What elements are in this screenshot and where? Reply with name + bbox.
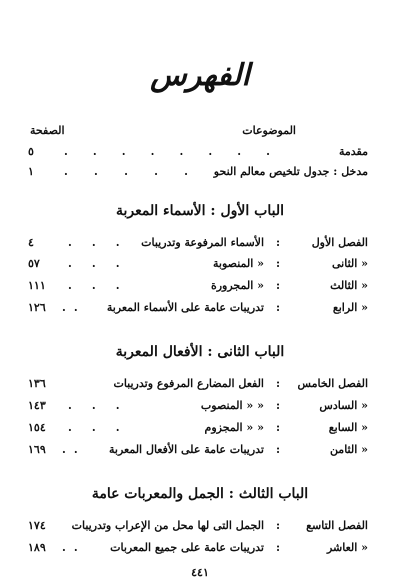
- entry-title: مدخل : جدول تلخيص معالم النحو: [213, 165, 368, 178]
- entry-title: مقدمة: [338, 145, 368, 158]
- leader-dots: . .: [62, 541, 78, 554]
- page-number: ٤٤١: [191, 566, 209, 579]
- entry-page-number: ١٦٩: [28, 443, 46, 456]
- leader-dots: . . .: [68, 399, 120, 412]
- colon-separator: :: [275, 519, 280, 532]
- entry-title: « « المنصوب: [200, 399, 264, 412]
- chapter-heading: الباب الثانى : الأفعال المعربة: [115, 344, 285, 360]
- section-label: « الثامن: [329, 443, 368, 456]
- entry-title: تدريبات عامة على الأفعال المعربة: [109, 443, 264, 456]
- colon-separator: :: [275, 399, 280, 412]
- entry-title: تدريبات عامة على جميع المعربات: [110, 541, 264, 554]
- toc-entry: [28, 421, 368, 437]
- toc-entry-introduction: [28, 145, 368, 161]
- section-label: الفصل الأول: [311, 236, 368, 249]
- toc-entry: [28, 236, 368, 252]
- page-column-header: الصفحة: [30, 124, 65, 137]
- toc-entry-preface: [28, 165, 368, 181]
- entry-page-number: ١٨٩: [28, 541, 46, 554]
- toc-entry: [28, 399, 368, 415]
- colon-separator: :: [275, 541, 280, 554]
- leader-dots: . . .: [68, 279, 120, 292]
- leader-dots: . . .: [68, 236, 120, 249]
- leader-dots: . . .: [68, 421, 120, 434]
- entry-title: « المنصوبة: [213, 257, 264, 270]
- chapter-heading: الباب الأول : الأسماء المعربة: [116, 203, 284, 219]
- entry-page-number: ١: [28, 165, 34, 178]
- leader-dots: . .: [62, 301, 78, 314]
- colon-separator: :: [275, 377, 280, 390]
- entry-page-number: ١٥٤: [28, 421, 46, 434]
- entry-title: تدريبات عامة على الأسماء المعربة: [106, 301, 264, 314]
- section-label: « العاشر: [326, 541, 368, 554]
- section-label: « الرابع: [332, 301, 368, 314]
- entry-page-number: ٥: [28, 145, 34, 158]
- section-label: « الثالث: [330, 279, 368, 292]
- colon-separator: :: [275, 301, 280, 314]
- entry-title: الجمل التى لها محل من الإعراب وتدريبات: [71, 519, 264, 532]
- entry-page-number: ١٤٣: [28, 399, 46, 412]
- entry-page-number: ١١١: [28, 279, 46, 292]
- toc-entry: [28, 257, 368, 273]
- entry-title: « « المجزوم: [204, 421, 264, 434]
- entry-title: « المجرورة: [210, 279, 264, 292]
- leader-dots: . .: [62, 443, 78, 456]
- section-label: « الثانى: [331, 257, 368, 270]
- section-label: « السادس: [319, 399, 368, 412]
- entry-title: الأسماء المرفوعة وتدريبات: [141, 236, 264, 249]
- toc-entry: [28, 301, 368, 317]
- entry-page-number: ١٧٤: [28, 519, 46, 532]
- leader-dots: . . .: [68, 257, 120, 270]
- topics-column-header: الموضوعات: [242, 124, 296, 137]
- colon-separator: :: [275, 257, 280, 270]
- section-label: الفصل الخامس: [297, 377, 368, 390]
- chapter-heading: الباب الثالث : الجمل والمعربات عامة: [91, 486, 309, 502]
- leader-dots: . . . . . . . .: [64, 145, 270, 158]
- toc-entry: [28, 519, 368, 535]
- section-label: الفصل التاسع: [306, 519, 368, 532]
- colon-separator: :: [275, 421, 280, 434]
- entry-page-number: ٥٧: [28, 257, 40, 270]
- toc-entry: [28, 377, 368, 393]
- section-label: « السابع: [328, 421, 368, 434]
- colon-separator: :: [275, 443, 280, 456]
- entry-page-number: ١٣٦: [28, 377, 46, 390]
- entry-page-number: ١٢٦: [28, 301, 46, 314]
- toc-entry: [28, 279, 368, 295]
- toc-entry: [28, 541, 368, 557]
- leader-dots: . . . . .: [64, 165, 188, 178]
- page-title: الفهرس: [150, 58, 250, 93]
- colon-separator: :: [275, 279, 280, 292]
- entry-page-number: ٤: [28, 236, 34, 249]
- toc-entry: [28, 443, 368, 459]
- entry-title: الفعل المضارع المرفوع وتدريبات: [113, 377, 264, 390]
- colon-separator: :: [275, 236, 280, 249]
